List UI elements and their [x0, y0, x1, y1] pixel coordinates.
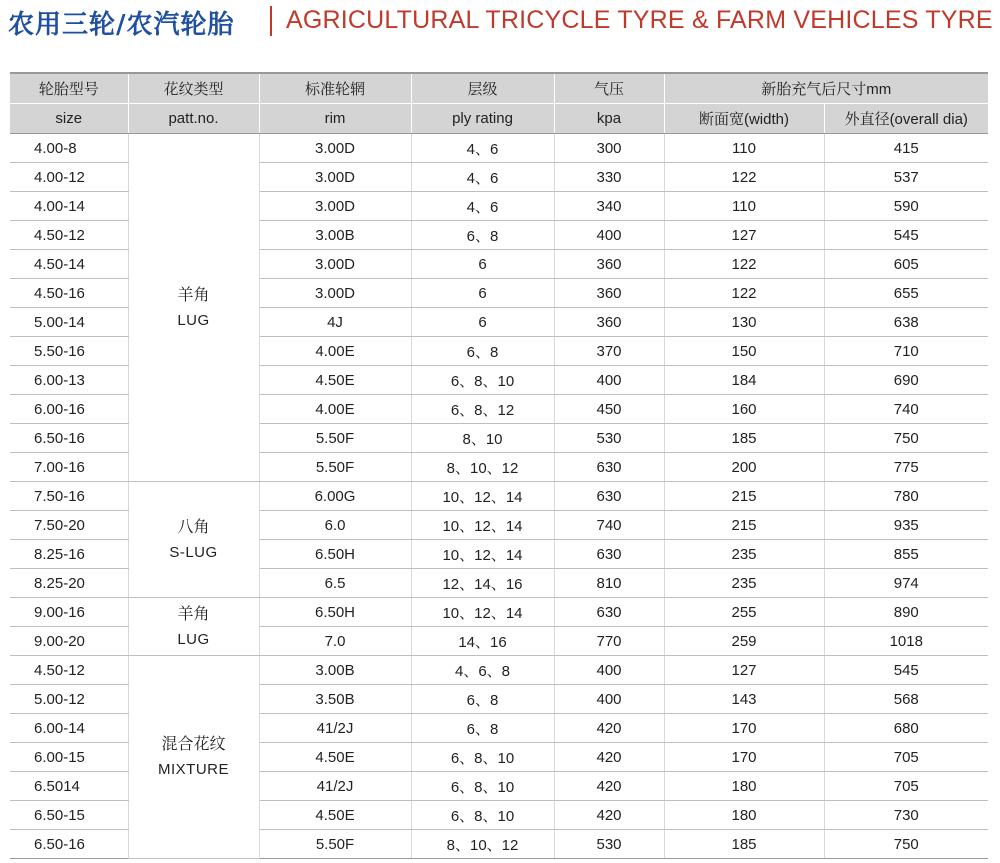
cell-rim: 3.00D [259, 192, 411, 221]
cell-ply: 14、16 [411, 627, 554, 656]
cell-ply: 6、8、10 [411, 366, 554, 395]
cell-pressure: 330 [554, 163, 664, 192]
cell-width: 110 [664, 134, 824, 163]
cell-size: 5.00-12 [10, 685, 128, 714]
pattern-name-cn: 羊角 [177, 284, 210, 304]
cell-ply: 6、8、10 [411, 743, 554, 772]
cell-dia: 590 [824, 192, 988, 221]
cell-size: 4.50-12 [10, 656, 128, 685]
cell-rim: 3.00B [259, 221, 411, 250]
cell-dia: 740 [824, 395, 988, 424]
cell-rim: 4J [259, 308, 411, 337]
header-width: 断面宽(width) [664, 104, 824, 134]
cell-pressure: 770 [554, 627, 664, 656]
cell-rim: 6.00G [259, 482, 411, 511]
cell-ply: 4、6 [411, 163, 554, 192]
header-overall-dia: 外直径(overall dia) [824, 104, 988, 134]
cell-dia: 655 [824, 279, 988, 308]
cell-rim: 6.5 [259, 569, 411, 598]
cell-width: 235 [664, 540, 824, 569]
cell-rim: 4.00E [259, 395, 411, 424]
cell-rim: 4.50E [259, 743, 411, 772]
cell-size: 8.25-20 [10, 569, 128, 598]
header-dimensions-cn: 新胎充气后尺寸mm [664, 73, 988, 104]
cell-pressure: 360 [554, 308, 664, 337]
cell-size: 9.00-20 [10, 627, 128, 656]
cell-pressure: 420 [554, 743, 664, 772]
cell-dia: 935 [824, 511, 988, 540]
cell-width: 200 [664, 453, 824, 482]
cell-pressure: 360 [554, 250, 664, 279]
header-pressure-en: kpa [554, 104, 664, 134]
cell-ply: 8、10、12 [411, 453, 554, 482]
cell-width: 122 [664, 250, 824, 279]
cell-rim: 3.00D [259, 163, 411, 192]
cell-ply: 4、6 [411, 134, 554, 163]
cell-pressure: 360 [554, 279, 664, 308]
pattern-name-en: S-LUG [169, 543, 218, 561]
cell-pressure: 630 [554, 482, 664, 511]
cell-dia: 545 [824, 656, 988, 685]
pattern-name-en: LUG [177, 311, 210, 329]
cell-pressure: 370 [554, 337, 664, 366]
cell-pressure: 420 [554, 801, 664, 830]
pattern-cell [128, 482, 259, 598]
cell-dia: 638 [824, 308, 988, 337]
cell-ply: 6、8 [411, 714, 554, 743]
cell-pressure: 450 [554, 395, 664, 424]
pattern-cell [128, 656, 259, 859]
cell-dia: 537 [824, 163, 988, 192]
cell-dia: 730 [824, 801, 988, 830]
cell-rim: 5.50F [259, 424, 411, 453]
cell-width: 185 [664, 424, 824, 453]
cell-dia: 780 [824, 482, 988, 511]
header-ply-en: ply rating [411, 104, 554, 134]
cell-size: 4.00-14 [10, 192, 128, 221]
cell-size: 6.00-15 [10, 743, 128, 772]
cell-rim: 3.00D [259, 250, 411, 279]
cell-dia: 710 [824, 337, 988, 366]
cell-ply: 10、12、14 [411, 482, 554, 511]
cell-width: 127 [664, 221, 824, 250]
title-english: AGRICULTURAL TRICYCLE TYRE & FARM VEHICLES TYRE [286, 6, 993, 34]
cell-width: 122 [664, 163, 824, 192]
cell-rim: 5.50F [259, 453, 411, 482]
pattern-cell [128, 598, 259, 656]
cell-pressure: 400 [554, 685, 664, 714]
cell-width: 215 [664, 482, 824, 511]
cell-size: 8.25-16 [10, 540, 128, 569]
cell-ply: 8、10 [411, 424, 554, 453]
cell-ply: 6、8、10 [411, 772, 554, 801]
cell-dia: 750 [824, 830, 988, 859]
cell-rim: 3.50B [259, 685, 411, 714]
cell-ply: 12、14、16 [411, 569, 554, 598]
cell-size: 7.50-20 [10, 511, 128, 540]
cell-size: 6.00-14 [10, 714, 128, 743]
cell-pressure: 530 [554, 424, 664, 453]
table-row [10, 656, 988, 685]
header-rim-en: rim [259, 104, 411, 134]
cell-rim: 5.50F [259, 830, 411, 859]
cell-size: 6.50-16 [10, 830, 128, 859]
pattern-name-cn: 八角 [177, 516, 210, 536]
cell-pressure: 630 [554, 540, 664, 569]
cell-dia: 705 [824, 743, 988, 772]
cell-size: 9.00-16 [10, 598, 128, 627]
cell-rim: 4.50E [259, 366, 411, 395]
cell-size: 6.5014 [10, 772, 128, 801]
cell-size: 5.00-14 [10, 308, 128, 337]
cell-size: 4.00-12 [10, 163, 128, 192]
cell-dia: 415 [824, 134, 988, 163]
header-size-cn: 轮胎型号 [10, 73, 128, 104]
cell-width: 122 [664, 279, 824, 308]
cell-size: 4.00-8 [10, 134, 128, 163]
cell-rim: 41/2J [259, 772, 411, 801]
cell-rim: 4.00E [259, 337, 411, 366]
page-header [0, 0, 1000, 44]
cell-pressure: 630 [554, 598, 664, 627]
cell-ply: 6 [411, 250, 554, 279]
cell-dia: 974 [824, 569, 988, 598]
cell-ply: 8、10、12 [411, 830, 554, 859]
table-row [10, 598, 988, 627]
cell-width: 170 [664, 743, 824, 772]
cell-dia: 855 [824, 540, 988, 569]
header-rim-cn: 标准轮辋 [259, 73, 411, 104]
cell-ply: 4、6、8 [411, 656, 554, 685]
cell-size: 7.50-16 [10, 482, 128, 511]
cell-ply: 6、8 [411, 685, 554, 714]
cell-dia: 568 [824, 685, 988, 714]
table-body [10, 134, 988, 859]
cell-size: 5.50-16 [10, 337, 128, 366]
cell-dia: 890 [824, 598, 988, 627]
cell-ply: 4、6 [411, 192, 554, 221]
table-row [10, 134, 988, 163]
pattern-name-cn: 羊角 [177, 603, 210, 623]
cell-ply: 10、12、14 [411, 540, 554, 569]
cell-rim: 4.50E [259, 801, 411, 830]
cell-size: 4.50-16 [10, 279, 128, 308]
cell-pressure: 530 [554, 830, 664, 859]
cell-rim: 3.00D [259, 279, 411, 308]
cell-dia: 545 [824, 221, 988, 250]
cell-dia: 705 [824, 772, 988, 801]
cell-ply: 10、12、14 [411, 598, 554, 627]
cell-width: 184 [664, 366, 824, 395]
cell-rim: 6.50H [259, 540, 411, 569]
cell-rim: 3.00B [259, 656, 411, 685]
cell-size: 7.00-16 [10, 453, 128, 482]
cell-dia: 690 [824, 366, 988, 395]
cell-ply: 6 [411, 308, 554, 337]
cell-width: 110 [664, 192, 824, 221]
cell-dia: 605 [824, 250, 988, 279]
header-ply-cn: 层级 [411, 73, 554, 104]
cell-pressure: 400 [554, 221, 664, 250]
cell-rim: 3.00D [259, 134, 411, 163]
cell-dia: 750 [824, 424, 988, 453]
title-divider [270, 6, 272, 36]
cell-pressure: 740 [554, 511, 664, 540]
cell-width: 143 [664, 685, 824, 714]
header-pattern-cn: 花纹类型 [128, 73, 259, 104]
cell-dia: 1018 [824, 627, 988, 656]
cell-ply: 6、8 [411, 337, 554, 366]
cell-rim: 41/2J [259, 714, 411, 743]
cell-pressure: 420 [554, 714, 664, 743]
pattern-name-cn: 混合花纹 [161, 734, 226, 753]
header-pressure-cn: 气压 [554, 73, 664, 104]
title-chinese: 农用三轮/农汽轮胎 [8, 10, 235, 40]
cell-ply: 6、8、10 [411, 801, 554, 830]
tyre-spec-table [10, 72, 988, 859]
table-header [10, 73, 988, 134]
cell-size: 6.50-16 [10, 424, 128, 453]
cell-ply: 6、8、12 [411, 395, 554, 424]
cell-size: 6.50-15 [10, 801, 128, 830]
cell-width: 259 [664, 627, 824, 656]
cell-dia: 775 [824, 453, 988, 482]
header-size-en: size [10, 104, 128, 134]
cell-width: 255 [664, 598, 824, 627]
cell-size: 4.50-12 [10, 221, 128, 250]
cell-ply: 6 [411, 279, 554, 308]
cell-pressure: 810 [554, 569, 664, 598]
cell-width: 127 [664, 656, 824, 685]
cell-pressure: 340 [554, 192, 664, 221]
cell-pressure: 300 [554, 134, 664, 163]
cell-size: 4.50-14 [10, 250, 128, 279]
pattern-cell [128, 134, 259, 482]
cell-width: 170 [664, 714, 824, 743]
cell-ply: 6、8 [411, 221, 554, 250]
cell-width: 180 [664, 801, 824, 830]
cell-width: 185 [664, 830, 824, 859]
cell-width: 150 [664, 337, 824, 366]
cell-rim: 7.0 [259, 627, 411, 656]
pattern-name-en: LUG [177, 630, 210, 648]
cell-pressure: 400 [554, 366, 664, 395]
pattern-name-en: MIXTURE [158, 761, 229, 778]
header-pattern-en: patt.no. [128, 104, 259, 134]
cell-size: 6.00-16 [10, 395, 128, 424]
cell-width: 160 [664, 395, 824, 424]
cell-pressure: 400 [554, 656, 664, 685]
cell-size: 6.00-13 [10, 366, 128, 395]
cell-rim: 6.50H [259, 598, 411, 627]
cell-width: 235 [664, 569, 824, 598]
cell-rim: 6.0 [259, 511, 411, 540]
cell-width: 130 [664, 308, 824, 337]
table-row [10, 482, 988, 511]
cell-ply: 10、12、14 [411, 511, 554, 540]
cell-width: 180 [664, 772, 824, 801]
cell-pressure: 420 [554, 772, 664, 801]
cell-dia: 680 [824, 714, 988, 743]
cell-pressure: 630 [554, 453, 664, 482]
cell-width: 215 [664, 511, 824, 540]
